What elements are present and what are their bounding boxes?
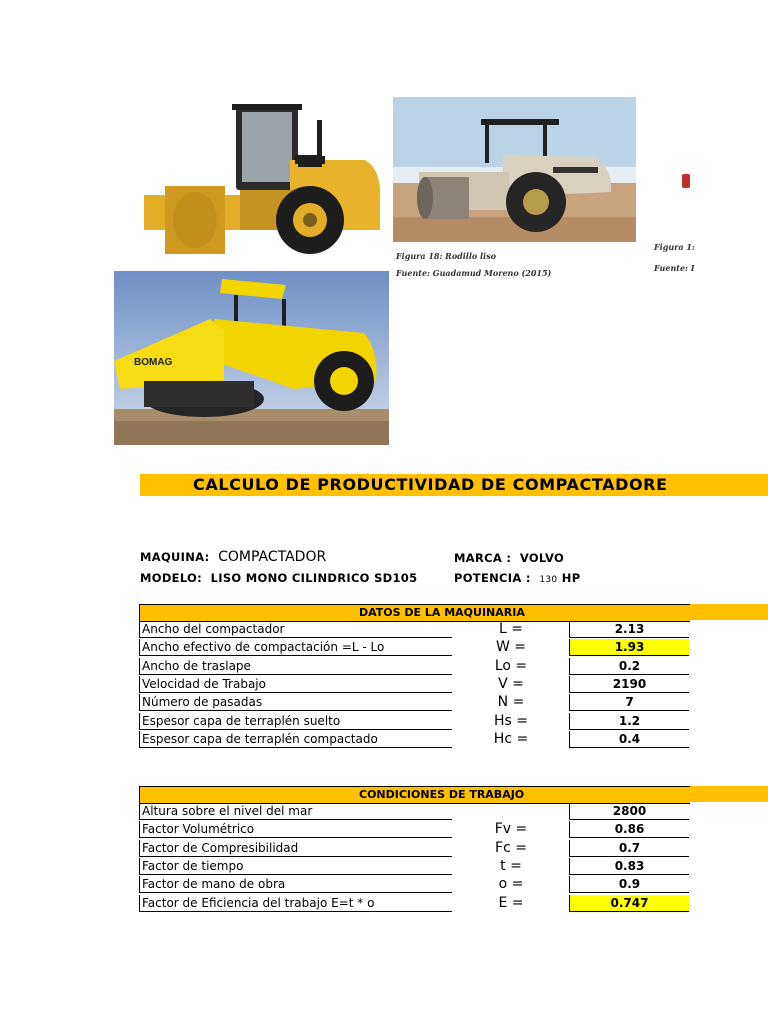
marca-value: VOLVO xyxy=(519,551,565,565)
marca-line xyxy=(454,551,564,565)
row-value: 0.7 xyxy=(569,840,689,857)
row-value: 2.13 xyxy=(569,621,689,638)
modelo-line xyxy=(140,571,417,585)
potencia-label: POTENCIA : xyxy=(454,571,531,585)
table-row xyxy=(139,621,689,639)
row-value: 0.86 xyxy=(569,821,689,838)
row-value: 1.93 xyxy=(569,639,689,656)
row-label: Ancho del compactador xyxy=(139,621,452,638)
table-row xyxy=(139,658,689,676)
row-symbol: V = xyxy=(498,675,524,692)
row-label: Número de pasadas xyxy=(139,694,452,711)
condiciones-header xyxy=(139,786,690,804)
row-symbol: W = xyxy=(495,639,527,656)
fig18-caption: Figura 18: Rodillo liso xyxy=(396,251,496,261)
row-symbol: L = xyxy=(499,621,523,637)
row-symbol xyxy=(453,803,569,820)
row-label: Altura sobre el nivel del mar xyxy=(139,803,452,820)
svg-text:BOMAG: BOMAG xyxy=(134,357,173,368)
row-label: Espesor capa de terraplén suelto xyxy=(139,713,452,730)
row-value: 2800 xyxy=(569,803,689,820)
table-row xyxy=(139,713,689,731)
row-symbol: N = xyxy=(497,694,525,711)
row-symbol: E = xyxy=(498,894,524,911)
table-row xyxy=(139,858,689,876)
row-value: 0.2 xyxy=(569,658,689,675)
row-label: Factor de mano de obra xyxy=(139,876,452,893)
row-symbol: o = xyxy=(498,876,524,893)
row-label: Factor de Compresibilidad xyxy=(139,840,452,857)
row-symbol: t = xyxy=(500,857,522,874)
row-symbol: Fv = xyxy=(494,821,528,838)
row-symbol: Hs = xyxy=(493,712,528,729)
partial-image xyxy=(680,170,690,190)
fig19-caption: Figura 1: xyxy=(654,242,695,252)
row-label: Ancho de traslape xyxy=(139,658,452,675)
table-row xyxy=(139,895,689,913)
modelo-label: MODELO: xyxy=(140,571,203,585)
datos-header-ext xyxy=(690,604,768,620)
table-row xyxy=(139,731,689,749)
bomag-roller-image xyxy=(114,271,389,445)
row-symbol: Hc = xyxy=(493,730,529,747)
datos-header xyxy=(139,604,690,622)
row-value: 0.4 xyxy=(569,731,689,748)
table-row xyxy=(139,694,689,712)
table-row xyxy=(139,803,689,821)
row-label: Factor de Eficiencia del trabajo E=t * o xyxy=(139,895,452,912)
row-value: 0.9 xyxy=(569,876,689,893)
condiciones-header-label: CONDICIONES DE TRABAJO xyxy=(359,788,525,801)
row-symbol: Lo = xyxy=(494,657,528,674)
datos-header-label: DATOS DE LA MAQUINARIA xyxy=(359,606,525,619)
page-title: CALCULO DE PRODUCTIVIDAD DE COMPACTADORE xyxy=(193,475,668,494)
potencia-value: 130 xyxy=(539,575,558,585)
maquina-label: MAQUINA: xyxy=(140,550,210,564)
row-label: Velocidad de Trabajo xyxy=(139,676,452,693)
potencia-line xyxy=(454,571,580,585)
row-symbol: Fc = xyxy=(495,839,527,856)
condiciones-header-ext xyxy=(690,786,768,802)
fig18-source: Fuente: Guadamud Moreno (2015) xyxy=(396,268,552,278)
title-bar xyxy=(140,474,768,496)
cat-roller-image xyxy=(140,100,385,265)
row-value: 2190 xyxy=(569,676,689,693)
row-value: 1.2 xyxy=(569,713,689,730)
marca-label: MARCA : xyxy=(454,551,512,565)
maquina-value: COMPACTADOR xyxy=(218,549,327,565)
row-value: 7 xyxy=(569,694,689,711)
row-value: 0.747 xyxy=(569,895,689,912)
maquina-line xyxy=(140,549,326,565)
smooth-roller-image xyxy=(393,97,636,242)
modelo-value: LISO MONO CILINDRICO SD105 xyxy=(210,571,418,585)
row-label: Ancho efectivo de compactación =L - Lo xyxy=(139,639,452,656)
row-label: Factor de tiempo xyxy=(139,858,452,875)
fig19-source: Fuente: I xyxy=(654,263,695,273)
table-row xyxy=(139,821,689,839)
row-label: Espesor capa de terraplén compactado xyxy=(139,731,452,748)
table-row xyxy=(139,676,689,694)
row-value: 0.83 xyxy=(569,858,689,875)
row-label: Factor Volumétrico xyxy=(139,821,452,838)
potencia-unit: HP xyxy=(561,571,581,585)
table-row xyxy=(139,840,689,858)
table-row xyxy=(139,876,689,894)
table-row xyxy=(139,639,689,657)
